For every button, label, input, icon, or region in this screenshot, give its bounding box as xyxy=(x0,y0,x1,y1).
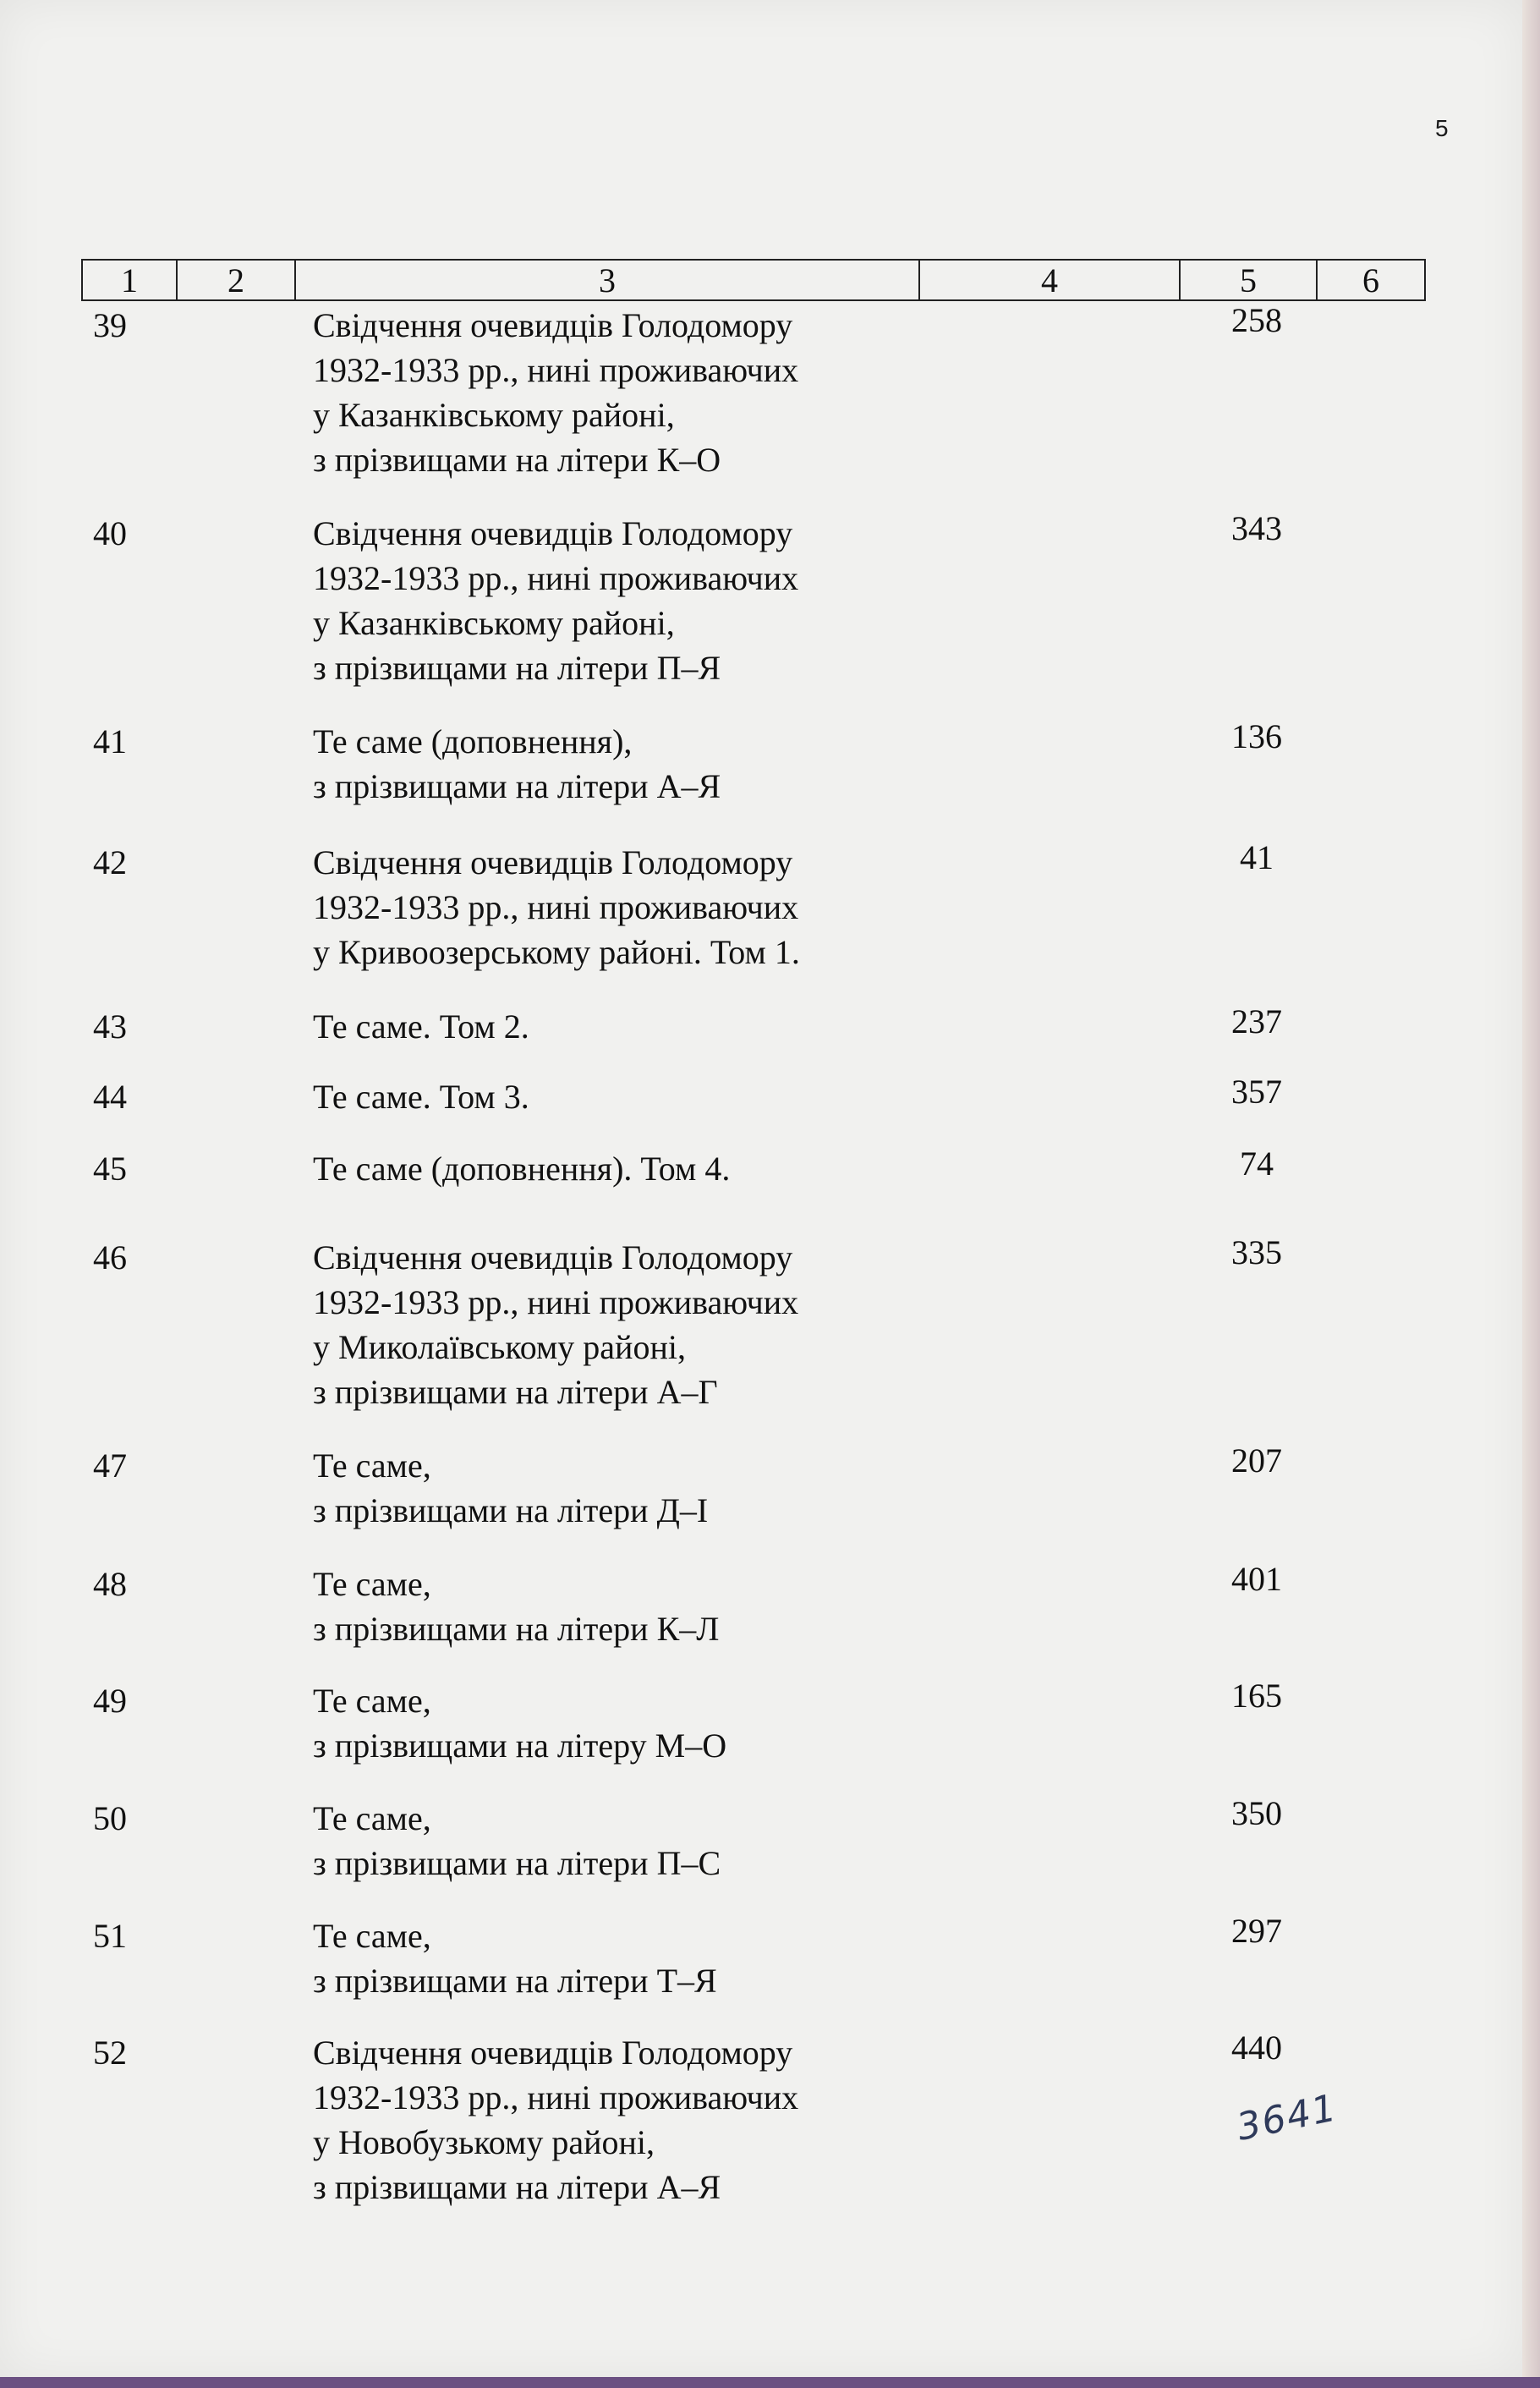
entry-title xyxy=(313,1678,905,1768)
entry-title-line: у Казанківському районі, xyxy=(313,396,675,434)
handwritten-total: 3641 xyxy=(1233,2086,1341,2149)
entry-number: 48 xyxy=(93,1565,127,1603)
entry-title xyxy=(313,1004,905,1049)
entry-number: 44 xyxy=(93,1078,127,1116)
entry-page-count: 440 xyxy=(1231,2028,1282,2067)
entry-number: 51 xyxy=(93,1917,127,1955)
entry-title-line: з прізвищами на літери Д–І xyxy=(313,1491,709,1529)
entry-title-line: у Новобузькому районі, xyxy=(313,2123,655,2161)
entry-title-line: Свідчення очевидців Голодомору xyxy=(313,843,793,881)
column-number-header xyxy=(81,259,1426,301)
entry-title xyxy=(313,840,905,974)
entry-title-line: Те саме, xyxy=(313,1682,431,1720)
entry-title-line: Свідчення очевидців Голодомору xyxy=(313,514,793,552)
entry-title-line: Те саме, xyxy=(313,1447,431,1485)
entry-title-line: з прізвищами на літери К–Л xyxy=(313,1610,720,1648)
entry-title xyxy=(313,303,905,482)
entry-page-count: 237 xyxy=(1231,1002,1282,1040)
entry-title xyxy=(313,1235,905,1414)
entry-title xyxy=(313,719,905,809)
entry-title-line: з прізвищами на літери К–О xyxy=(313,441,721,479)
column-header-6: 6 xyxy=(1362,261,1379,299)
entry-title-line: Те саме, xyxy=(313,1917,431,1955)
entry-title-line: з прізвищами на літери П–С xyxy=(313,1844,721,1882)
entry-page-count: 74 xyxy=(1240,1145,1274,1183)
entry-number: 50 xyxy=(93,1799,127,1837)
entry-title xyxy=(313,1074,905,1119)
entry-title-line: у Казанківському районі, xyxy=(313,604,675,642)
entry-page-count: 343 xyxy=(1231,509,1282,547)
entry-title-line: 1932-1933 рр., нині проживаючих xyxy=(313,351,799,389)
entry-title-line: 1932-1933 рр., нині проживаючих xyxy=(313,888,799,926)
column-header-2: 2 xyxy=(178,261,296,299)
entry-title-line: з прізвищами на літери А–Я xyxy=(313,767,721,805)
entry-number: 45 xyxy=(93,1150,127,1188)
entry-title-line: Те саме. Том 2. xyxy=(313,1007,529,1046)
entry-title-line: Те саме. Том 3. xyxy=(313,1078,529,1116)
entry-number: 41 xyxy=(93,722,127,760)
entry-title xyxy=(313,1913,905,2003)
entry-title-line: з прізвищами на літери А–Я xyxy=(313,2168,721,2206)
entry-title-line: з прізвищами на літери А–Г xyxy=(313,1373,718,1411)
entry-number: 39 xyxy=(93,306,127,344)
entry-title-line: Те саме, xyxy=(313,1799,431,1837)
entry-title-line: Те саме (доповнення), xyxy=(313,722,633,760)
page-number: 5 xyxy=(1435,115,1449,141)
entry-page-count: 258 xyxy=(1231,301,1282,339)
entry-title-line: з прізвищами на літери Т–Я xyxy=(313,1962,717,2000)
entry-page-count: 41 xyxy=(1240,838,1274,876)
entry-page-count: 350 xyxy=(1231,1794,1282,1832)
entry-page-count: 297 xyxy=(1231,1912,1282,1950)
entry-title-line: Свідчення очевидців Голодомору xyxy=(313,2034,793,2072)
entry-page-count: 207 xyxy=(1231,1441,1282,1479)
column-header-3: 3 xyxy=(296,261,920,299)
entry-title-line: Те саме (доповнення). Том 4. xyxy=(313,1150,731,1188)
column-header-5: 5 xyxy=(1181,261,1318,299)
entry-title-line: з прізвищами на літеру М–О xyxy=(313,1726,727,1765)
entry-number: 46 xyxy=(93,1238,127,1276)
entry-title-line: 1932-1933 рр., нині проживаючих xyxy=(313,559,799,597)
entry-number: 40 xyxy=(93,514,127,552)
entry-number: 52 xyxy=(93,2034,127,2072)
entry-page-count: 335 xyxy=(1231,1233,1282,1271)
entry-title xyxy=(313,2030,905,2210)
entry-title-line: 1932-1933 рр., нині проживаючих xyxy=(313,1283,799,1321)
entry-title-line: 1932-1933 рр., нині проживаючих xyxy=(313,2078,799,2116)
entry-page-count: 165 xyxy=(1231,1677,1282,1715)
entry-title-line: у Кривоозерському районі. Том 1. xyxy=(313,933,800,971)
entry-number: 43 xyxy=(93,1007,127,1046)
entry-title-line: з прізвищами на літери П–Я xyxy=(313,649,721,687)
column-header-4: 4 xyxy=(920,261,1181,299)
entry-title xyxy=(313,511,905,690)
background-strip xyxy=(0,2377,1540,2388)
column-header-1: 1 xyxy=(83,261,178,299)
entry-number: 49 xyxy=(93,1682,127,1720)
entry-title xyxy=(313,1146,905,1191)
entry-title xyxy=(313,1443,905,1533)
entry-title-line: у Миколаївському районі, xyxy=(313,1328,686,1366)
entry-page-count: 136 xyxy=(1231,717,1282,755)
entry-title-line: Те саме, xyxy=(313,1565,431,1603)
entry-title-line: Свідчення очевидців Голодомору xyxy=(313,1238,793,1276)
entry-number: 47 xyxy=(93,1447,127,1485)
entry-title xyxy=(313,1796,905,1886)
entry-title-line: Свідчення очевидців Голодомору xyxy=(313,306,793,344)
entry-number: 42 xyxy=(93,843,127,881)
entry-page-count: 357 xyxy=(1231,1073,1282,1111)
entry-page-count: 401 xyxy=(1231,1560,1282,1598)
entry-title xyxy=(313,1562,905,1651)
page-edge xyxy=(1522,0,1540,2388)
